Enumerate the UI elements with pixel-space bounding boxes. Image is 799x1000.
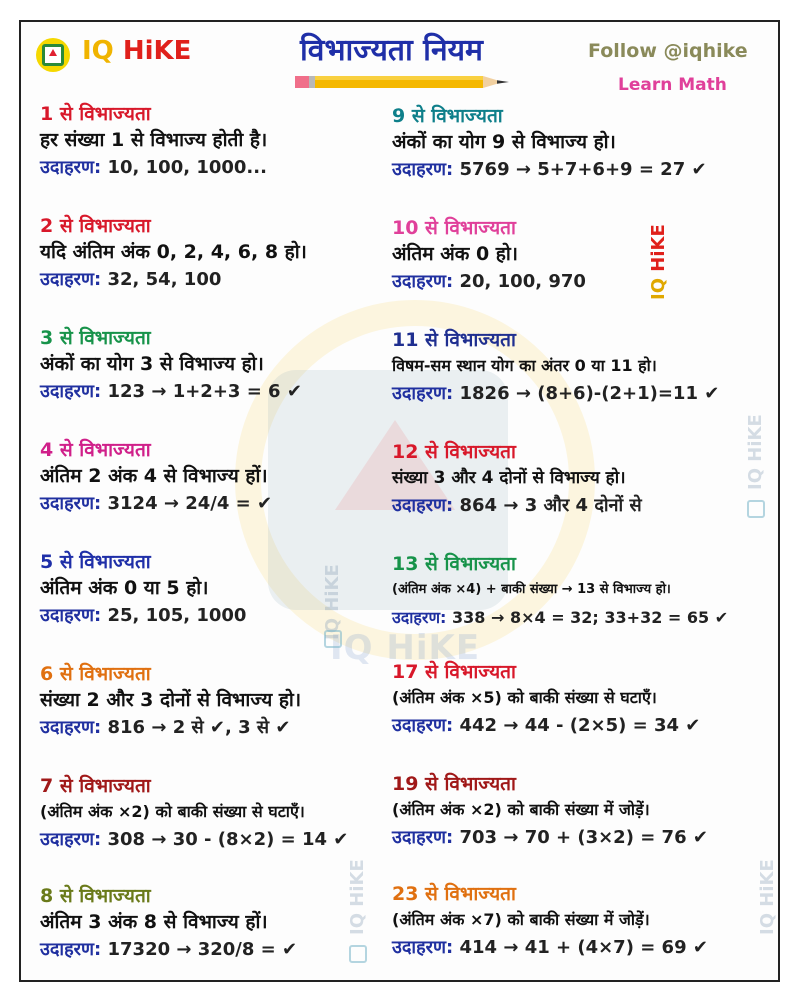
- rule-block: [392, 104, 792, 184]
- follow-handle: Follow @iqhike: [588, 40, 748, 62]
- watermark-vertical-2: IQ HiKE: [745, 414, 766, 490]
- rule-text: अंतिम 3 अंक 8 से विभाज्य हों।: [40, 911, 268, 933]
- rule-example: उदाहरण: 3124 → 24/4 = ✔: [40, 493, 273, 514]
- rule-example: उदाहरण: 123 → 1+2+3 = 6 ✔: [40, 381, 302, 402]
- rule-text: विषम-सम स्थान योग का अंतर 0 या 11 हो।: [392, 356, 657, 375]
- watermark-text: IQ HiKE: [330, 628, 481, 668]
- rule-text: अंतिम अंक 0 या 5 हो।: [40, 577, 209, 599]
- rule-block: [392, 216, 792, 296]
- rule-block: [392, 440, 792, 520]
- rule-text: (अंतिम अंक ×7) को बाकी संख्या में जोड़ें।: [392, 910, 650, 929]
- rule-example: उदाहरण: 308 → 30 - (8×2) = 14 ✔: [40, 829, 349, 850]
- rule-block: [40, 438, 440, 518]
- rule-text: हर संख्या 1 से विभाज्य होती है।: [40, 129, 268, 151]
- rule-text: (अंतिम अंक ×2) को बाकी संख्या में जोड़ें।: [392, 800, 650, 819]
- rule-text: अंतिम अंक 0 हो।: [392, 243, 519, 265]
- rule-text: अंकों का योग 3 से विभाज्य हो।: [40, 353, 264, 375]
- rule-title: 23 से विभाज्यता: [392, 883, 516, 905]
- rule-title: 8 से विभाज्यता: [40, 885, 151, 907]
- rule-example: उदाहरण: 25, 105, 1000: [40, 605, 247, 626]
- rule-text: अंतिम 2 अंक 4 से विभाज्य हों।: [40, 465, 268, 487]
- rule-example: उदाहरण: 338 → 8×4 = 32; 33+32 = 65 ✔: [392, 608, 729, 627]
- rule-title: 1 से विभाज्यता: [40, 103, 151, 125]
- rule-example: उदाहरण: 10, 100, 1000...: [40, 157, 267, 178]
- rule-title: 5 से विभाज्यता: [40, 551, 151, 573]
- rule-title: 3 से विभाज्यता: [40, 327, 151, 349]
- rule-title: 11 से विभाज्यता: [392, 329, 516, 351]
- rule-example: उदाहरण: 32, 54, 100: [40, 269, 222, 290]
- rule-title: 6 से विभाज्यता: [40, 663, 151, 685]
- tagline: Learn Math: [618, 75, 727, 95]
- watermark-vertical-1: IQ HiKE: [322, 564, 343, 640]
- rule-block: [40, 884, 440, 964]
- rule-text: संख्या 3 और 4 दोनों से विभाज्य हो।: [392, 468, 626, 488]
- page-title: विभाज्यता नियम: [300, 33, 483, 68]
- rule-block: [40, 102, 440, 182]
- rule-block: [40, 774, 440, 854]
- rule-text: अंकों का योग 9 से विभाज्य हो।: [392, 131, 616, 153]
- rule-title: 12 से विभाज्यता: [392, 441, 516, 463]
- rule-title: 2 से विभाज्यता: [40, 215, 151, 237]
- rule-text: संख्या 2 और 3 दोनों से विभाज्य हो।: [40, 689, 302, 711]
- rule-example: उदाहरण: 17320 → 320/8 = ✔: [40, 939, 298, 960]
- rule-block: [40, 662, 440, 742]
- watermark-icon-1: [324, 630, 342, 648]
- rule-title: 10 से विभाज्यता: [392, 217, 516, 239]
- side-brand: IQ HiKE: [648, 224, 669, 300]
- rule-block: [392, 328, 792, 408]
- watermark-vertical-3: IQ HiKE: [347, 859, 368, 935]
- rule-text: यदि अंतिम अंक 0, 2, 4, 6, 8 हो।: [40, 241, 307, 263]
- rule-title: 9 से विभाज्यता: [392, 105, 503, 127]
- rule-title: 13 से विभाज्यता: [392, 553, 516, 575]
- rule-title: 17 से विभाज्यता: [392, 661, 516, 683]
- rule-example: उदाहरण: 414 → 41 + (4×7) = 69 ✔: [392, 937, 708, 958]
- rule-block: [392, 552, 792, 632]
- rule-text: (अंतिम अंक ×2) को बाकी संख्या से घटाएँ।: [40, 802, 305, 821]
- rule-text: (अंतिम अंक ×4) + बाकी संख्या → 13 से विभाज्य हो।: [392, 582, 671, 597]
- rule-title: 19 से विभाज्यता: [392, 773, 516, 795]
- watermark-vertical-4: IQ HiKE: [757, 859, 778, 935]
- rule-example: उदाहरण: 5769 → 5+7+6+9 = 27 ✔: [392, 159, 707, 180]
- rule-text: (अंतिम अंक ×5) को बाकी संख्या से घटाएँ।: [392, 688, 657, 707]
- rule-title: 4 से विभाज्यता: [40, 439, 151, 461]
- pencil-icon: [295, 74, 515, 90]
- rule-example: उदाहरण: 816 → 2 से ✔, 3 से ✔: [40, 717, 291, 738]
- rule-block: [40, 326, 440, 406]
- rule-example: उदाहरण: 1826 → (8+6)-(2+1)=11 ✔: [392, 383, 720, 404]
- rule-block: [392, 882, 792, 962]
- rule-block: [40, 214, 440, 294]
- rule-block: [40, 550, 440, 630]
- rule-example: उदाहरण: 703 → 70 + (3×2) = 76 ✔: [392, 827, 708, 848]
- rule-title: 7 से विभाज्यता: [40, 775, 151, 797]
- rule-example: उदाहरण: 20, 100, 970: [392, 271, 586, 292]
- rule-example: उदाहरण: 442 → 44 - (2×5) = 34 ✔: [392, 715, 701, 736]
- rule-block: [392, 660, 792, 740]
- rule-block: [392, 772, 792, 852]
- brand-logo-icon: [36, 38, 70, 72]
- brand-name: IQ HiKE: [82, 36, 192, 66]
- rule-example: उदाहरण: 864 → 3 और 4 दोनों से: [392, 495, 642, 516]
